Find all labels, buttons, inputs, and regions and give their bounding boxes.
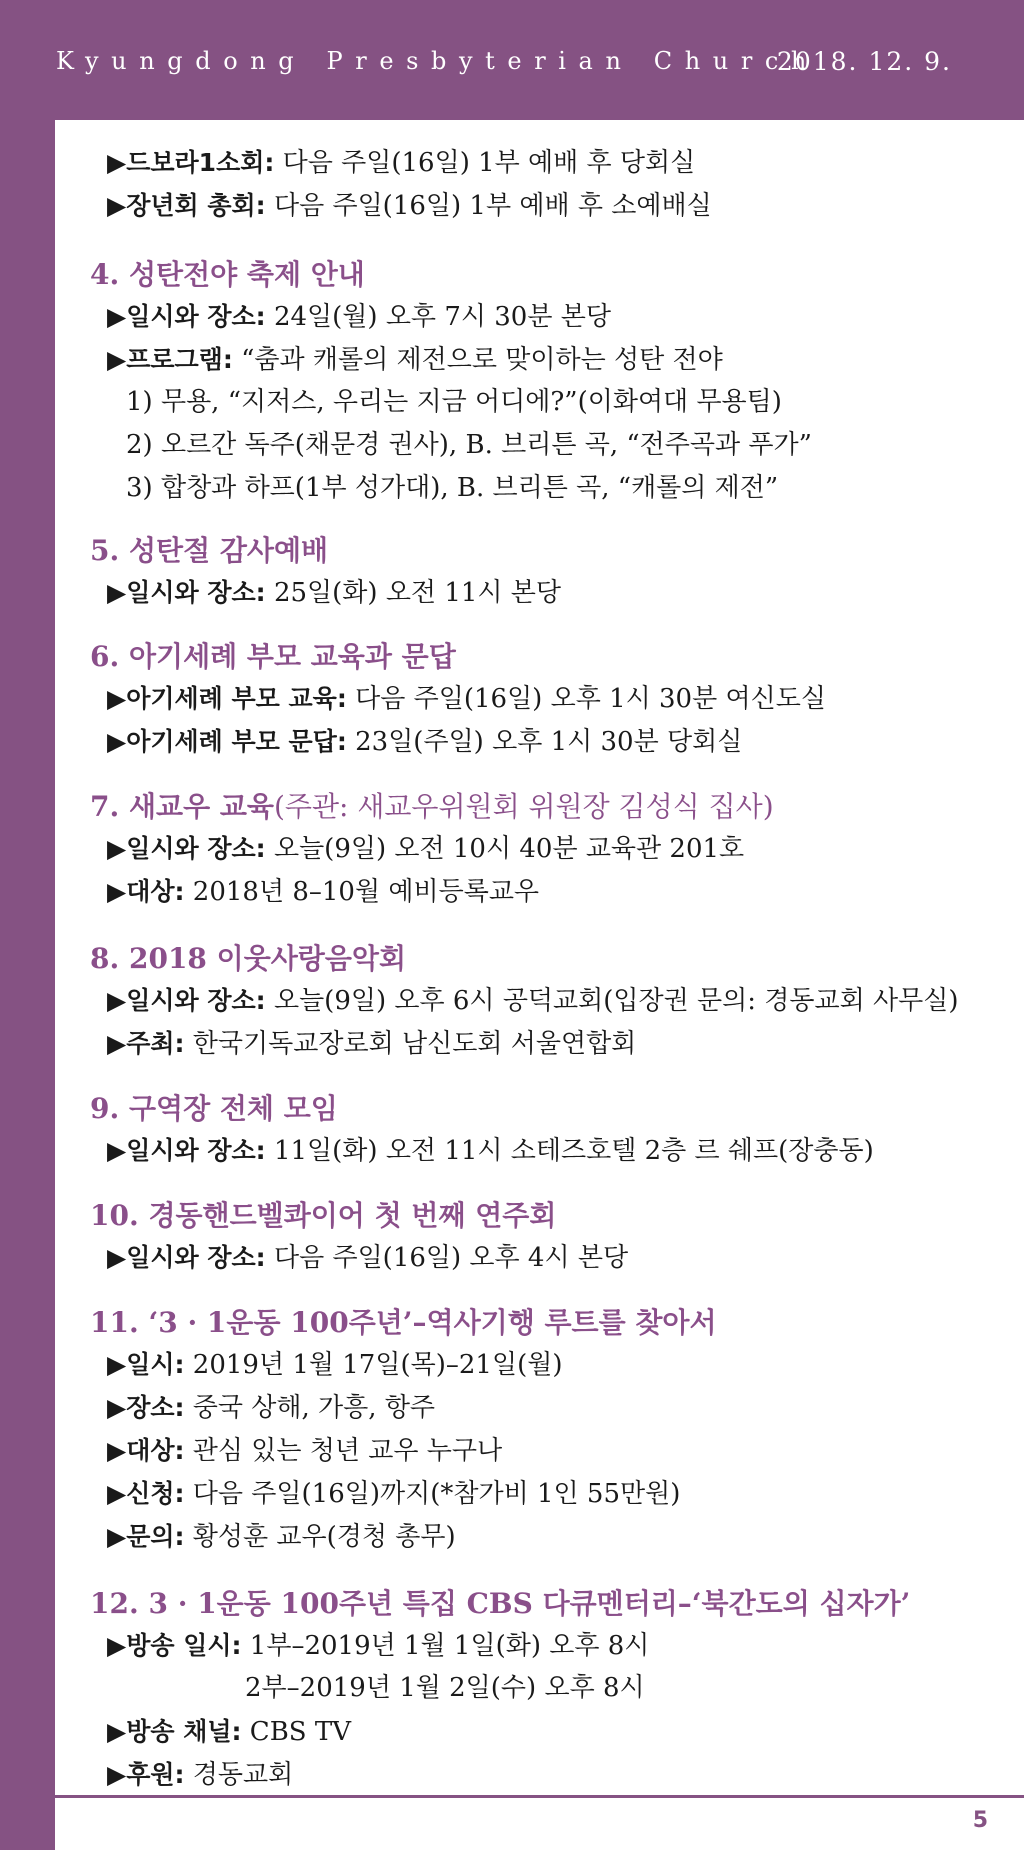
page-number: 5 [972,1808,988,1833]
item-text: 황성훈 교우(경청 총무) [184,1522,456,1552]
item-text: 2018년 8–10월 예비등록교우 [184,877,540,907]
section-cbs-documentary [55,1584,1024,1796]
section-title: 8. 2018 이웃사랑음악회 [90,942,406,975]
list-item [55,1710,1024,1753]
item-label: ▶장소: [107,1393,185,1422]
list-item [55,1129,1024,1172]
item-label: ▶일시와 장소: [107,986,266,1015]
item-label: ▶일시: [107,1350,185,1379]
section-title [55,787,1024,827]
page-body [55,120,1024,1850]
item-label: ▶아기세례 부모 교육: [107,684,347,713]
item-text: 오늘(9일) 오후 6시 공덕교회(입장권 문의: 경동교회 사무실) [265,986,959,1016]
list-item-continuation: 2부–2019년 1월 2일(수) 오후 8시 [245,1673,645,1703]
item-text: 오늘(9일) 오전 10시 40분 교육관 201호 [265,834,745,864]
section-christmas-eve [55,255,1024,531]
section-title: 5. 성탄절 감사예배 [90,534,329,567]
list-item [55,141,1024,184]
section-title-main: 7. 새교우 교육 [90,790,274,823]
list-item [55,677,1024,720]
item-text: CBS TV [241,1717,351,1747]
list-item [55,1753,1024,1796]
list-item [55,720,1024,763]
item-label: ▶대상: [107,1436,185,1465]
item-label: ▶주최: [107,1029,185,1058]
section-charity-concert [55,939,1024,1089]
list-item [55,1472,1024,1515]
item-label: ▶방송 일시: [107,1631,242,1660]
list-item [55,338,1024,381]
footer-divider [55,1795,1024,1798]
item-text: “춤과 캐롤의 제전으로 맞이하는 성탄 전야 [232,345,723,375]
list-item [55,295,1024,338]
item-text: 23일(주일) 오후 1시 30분 당회실 [346,727,743,757]
section-newcomer-education [55,787,1024,939]
announcement-list [55,120,1024,1796]
program-item: 3) 합창과 하프(1부 성가대), B. 브리튼 곡, “캐롤의 제전” [126,473,779,503]
item-label: ▶아기세례 부모 문답: [107,727,347,756]
list-item [55,1022,1024,1065]
item-label: ▶장년회 총회: [107,191,266,220]
item-text: 한국기독교장로회 남신도회 서울연합회 [184,1029,637,1059]
item-text: 경동교회 [184,1760,294,1790]
list-item [55,870,1024,913]
program-item: 1) 무용, “지저스, 우리는 지금 어디에?”(이화여대 무용팀) [126,387,782,417]
section-title: 6. 아기세례 부모 교육과 문답 [90,640,456,673]
list-item [55,571,1024,614]
item-text: 2019년 1월 17일(목)–21일(월) [184,1350,563,1380]
item-label: ▶일시와 장소: [107,834,266,863]
item-text: 다음 주일(16일)까지(*참가비 1인 55만원) [184,1479,681,1509]
section-title: 10. 경동핸드벨콰이어 첫 번째 연주회 [90,1199,557,1232]
section-history-tour [55,1303,1024,1584]
section-christmas-service [55,531,1024,637]
section-title: 12. 3 · 1운동 100주년 특집 CBS 다큐멘터리–‘북간도의 십자가’ [90,1587,911,1620]
section-handbell-concert [55,1196,1024,1303]
list-item [55,979,1024,1022]
item-text: 11일(화) 오전 11시 소테즈호텔 2층 르 쉐프(장충동) [265,1136,874,1166]
item-label: ▶드보라1소회: [107,148,275,177]
list-item [55,184,1024,227]
item-label: ▶후원: [107,1760,185,1789]
program-item: 2) 오르간 독주(채문경 권사), B. 브리튼 곡, “전주곡과 푸가” [126,430,812,460]
list-item [55,1236,1024,1279]
item-label: ▶일시와 장소: [107,1136,266,1165]
item-text: 관심 있는 청년 교우 누구나 [184,1436,503,1466]
item-text: 1부–2019년 1월 1일(화) 오후 8시 [241,1631,650,1661]
section-title: 11. ‘3 · 1운동 100주년’–역사기행 루트를 찾아서 [90,1306,717,1339]
section-infant-baptism [55,637,1024,787]
section-district-leaders [55,1089,1024,1196]
list-item [55,1386,1024,1429]
list-item [55,1515,1024,1558]
item-text: 중국 상해, 가흥, 항주 [184,1393,436,1423]
item-label: ▶방송 채널: [107,1717,242,1746]
item-text: 24일(월) 오후 7시 30분 본당 [265,302,611,332]
item-text: 다음 주일(16일) 1부 예배 후 소예배실 [265,191,712,221]
item-label: ▶일시와 장소: [107,1243,266,1272]
list-item [55,1343,1024,1386]
item-label: ▶일시와 장소: [107,302,266,331]
list-item [55,1624,1024,1667]
item-label: ▶프로그램: [107,345,233,374]
item-text: 다음 주일(16일) 1부 예배 후 당회실 [274,148,696,178]
item-label: ▶문의: [107,1522,185,1551]
list-item [55,827,1024,870]
page-header [0,0,1024,120]
section-title: 9. 구역장 전체 모임 [90,1092,338,1125]
item-text: 다음 주일(16일) 오후 1시 30분 여신도실 [346,684,826,714]
item-label: ▶신청: [107,1479,185,1508]
top-items [55,120,1024,255]
item-text: 25일(화) 오전 11시 본당 [265,578,562,608]
bulletin-date: 2018. 12. 9. [776,47,952,76]
item-label: ▶일시와 장소: [107,578,266,607]
item-label: ▶대상: [107,877,185,906]
list-item [55,1429,1024,1472]
church-name: Kyungdong Presbyterian Church [56,47,819,75]
section-title-sub: (주관: 새교우위원회 위원장 김성식 집사) [273,790,774,823]
section-title: 4. 성탄전야 축제 안내 [90,258,365,291]
item-text: 다음 주일(16일) 오후 4시 본당 [265,1243,629,1273]
